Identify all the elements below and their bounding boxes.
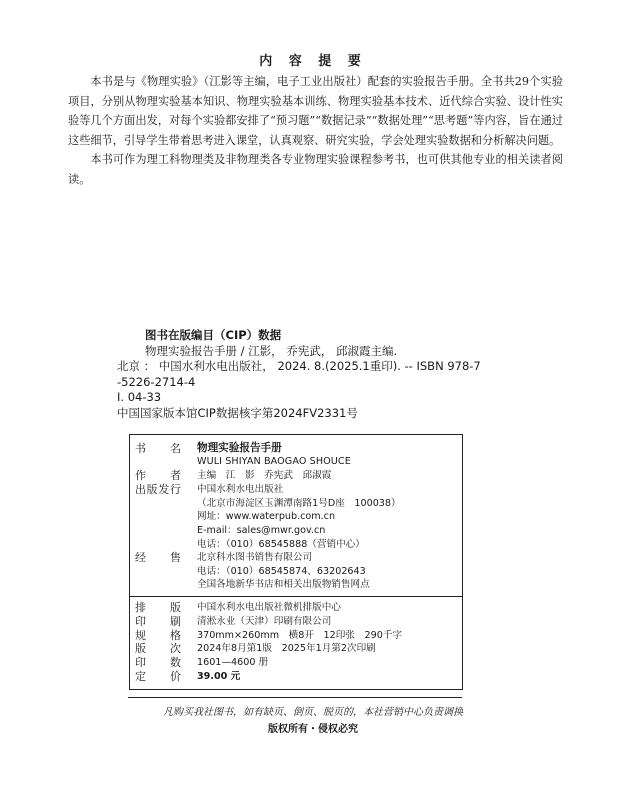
cip-line-publication: 北京 ： 中国水利水电出版社， 2024. 8.(2025.1重印). -- ISBN 978-7 [117,359,481,374]
abstract-paragraph-1: 本书是与《物理实验》（江影等主编，电子工业出版社）配套的实验报告手册。全书共29个实验项目，分别从物理实验基本知识、物理实验基本训练、物理实验基本技术、近代综合实验、设计性实验等几个方面出发，对每个实验都安排了“预习题”“数据记录”“数据处理”“思考题”等内容，旨在通过这些细节，引导学生带着思考进入课堂，认真观察、研究实验，学会处理实验数据和分析解决问题。 [68,75,563,147]
cip-line-isbn: -5226-2714-4 [117,374,196,389]
publisher-value: 中国水利水电出版社 [197,484,284,495]
cip-data-block [117,328,537,422]
edition-value: 2024年8月第1版 2025年1月第2次印刷 [197,643,376,654]
book-title: 物理实验报告手册 [197,442,282,454]
label-author: 作 者 [135,469,181,482]
publisher-email: E-mail：sales@mwr.gov.cn [197,525,326,536]
cip-line-approval: 中国国家版本馆CIP数据核字第2024FV2331号 [117,405,358,420]
footer-notice: 凡购买我社图书，如有缺页、倒页、脱页的，本社营销中心负责调换 [163,707,463,718]
label-print-count: 印 数 [135,656,181,669]
print-count-value: 1601—4600 册 [197,657,269,668]
info-box-divider [129,596,463,597]
distributor-value: 北京科水图书销售有限公司 [197,552,313,563]
publisher-website: 网址：www.waterpub.com.cn [197,511,336,522]
price-value: 39.00 元 [197,671,241,682]
label-printing: 印 刷 [135,615,181,628]
footer-rule [128,697,462,698]
printing-value: 清淞永业（天津）印刷有限公司 [197,616,332,627]
label-typesetting: 排 版 [135,601,181,614]
label-distributor: 经 售 [135,551,181,564]
abstract-paragraph-2: 本书可作为理工科物理类及非物理类各专业物理实验课程参考书，也可供其他专业的相关读者阅读。 [68,153,563,186]
publisher-phone: 电话：（010）68545888（营销中心） [197,539,365,550]
cip-header: 图书在版编目（CIP）数据 [145,328,282,342]
distributor-phone: 电话：（010）68545874、63202643 [197,566,366,577]
author-value: 主编 江 影 乔宪武 邱淑霞 [197,470,332,481]
label-spec: 规 格 [135,629,181,642]
label-edition: 版 次 [135,642,181,655]
abstract-title: 内 容 提 要 [259,54,367,69]
label-title: 书 名 [135,442,181,455]
typesetting-value: 中国水利水电出版社微机排版中心 [197,602,341,613]
book-title-pinyin: WULI SHIYAN BAOGAO SHOUCE [197,456,351,467]
cip-line-title: 物理实验报告手册 / 江影， 乔宪武， 邱淑霞主编. [145,343,398,358]
footer-rights: 版权所有・侵权必究 [268,724,358,735]
spec-value: 370mm×260mm 横8开 12印张 290千字 [197,630,403,641]
cip-line-classification: Ⅰ. 04-33 [117,390,162,405]
label-publisher: 出版发行 [135,483,181,496]
publisher-address: （北京市海淀区玉渊潭南路1号D座 100038） [197,498,401,509]
distributor-network: 全国各地新华书店和相关出版物销售网点 [197,579,370,590]
label-price: 定 价 [135,670,181,683]
